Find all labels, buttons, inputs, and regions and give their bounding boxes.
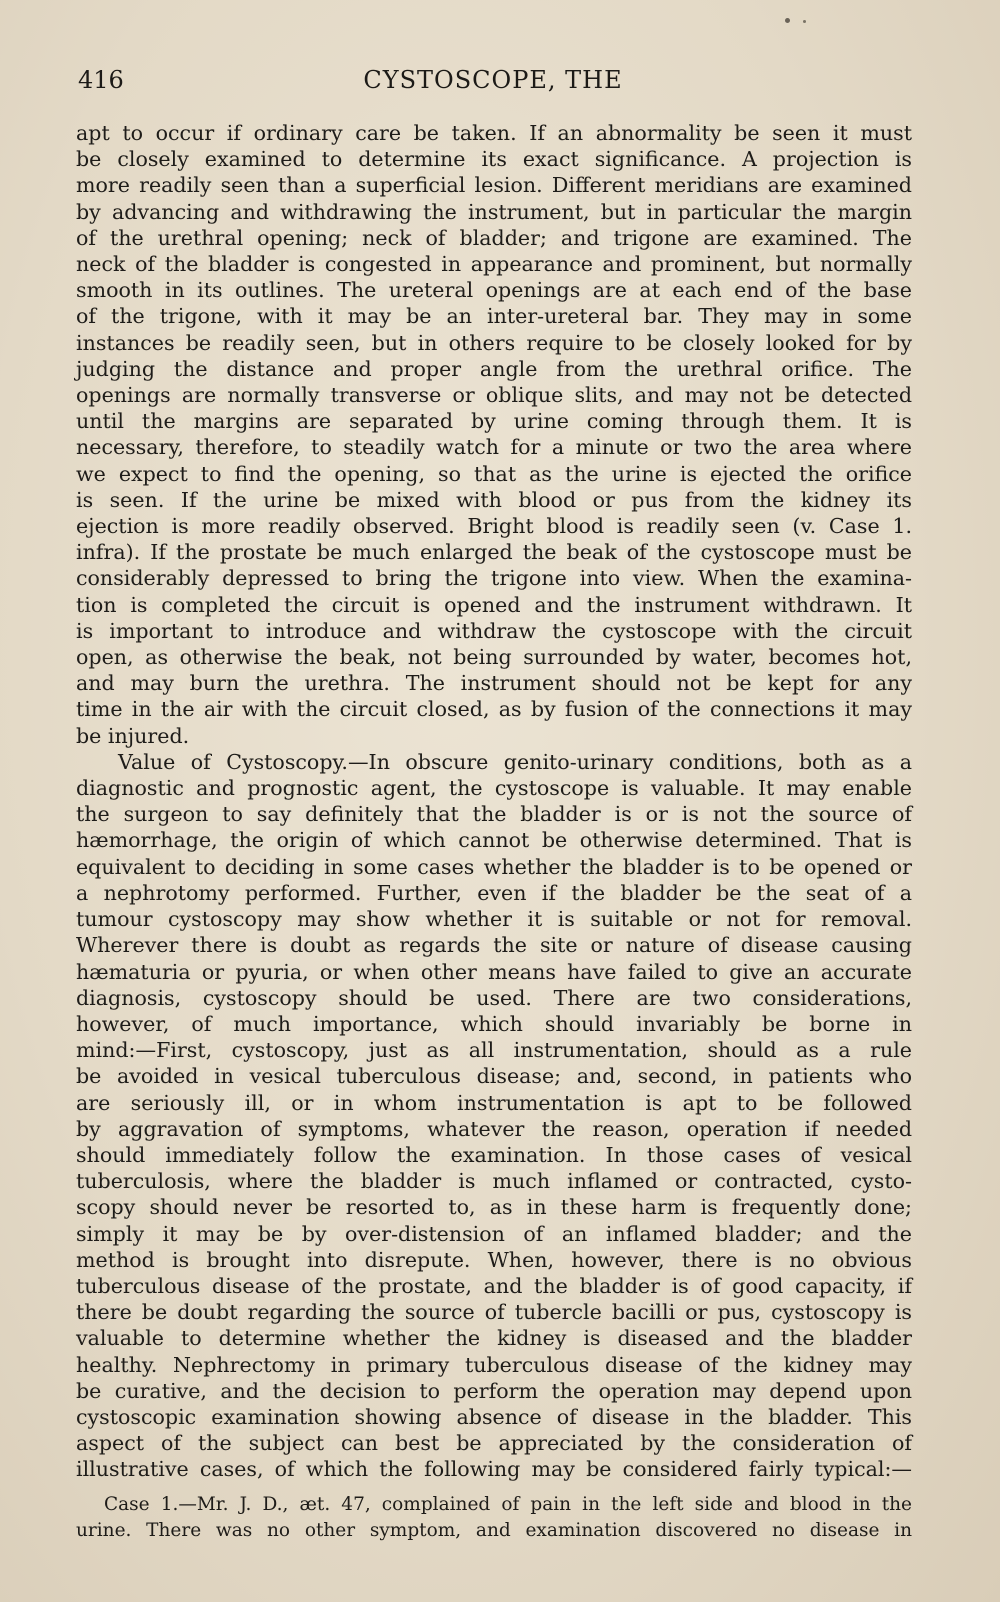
text-line: and may burn the urethra. The instrument should not be kept for any <box>76 671 912 696</box>
ink-speck <box>785 18 790 23</box>
text-line: until the margins are separated by urine coming through them. It is <box>76 409 912 434</box>
text-line: ejection is more readily observed. Bright blood is readily seen (v. Case 1. <box>76 514 912 539</box>
text-line: diagnostic and prognostic agent, the cystoscope is valuable. It may enable <box>76 776 912 801</box>
text-line: smooth in its outlines. The ureteral openings are at each end of the base <box>76 278 912 303</box>
text-line: there be doubt regarding the source of tubercle bacilli or pus, cystoscopy is <box>76 1300 912 1325</box>
text-line: is important to introduce and withdraw the cystoscope with the circuit <box>76 618 912 643</box>
text-line: of the trigone, with it may be an inter-ureteral bar. They may in some <box>76 304 912 329</box>
text-line: be avoided in vesical tuberculous disease; and, second, in patients who <box>76 1064 912 1089</box>
text-line: considerably depressed to bring the trigone into view. When the examina- <box>76 566 912 591</box>
ink-speck <box>803 20 806 23</box>
text-line: are seriously ill, or in whom instrumentation is apt to be followed <box>76 1090 912 1115</box>
text-line: open, as otherwise the beak, not being surrounded by water, becomes hot, <box>76 645 912 670</box>
text-line: mind:—First, cystoscopy, just as all instrumentation, should as a rule <box>76 1038 912 1063</box>
text-line: openings are normally transverse or oblique slits, and may not be detected <box>76 383 912 408</box>
text-line: hæmaturia or pyuria, or when other means have failed to give an accurate <box>76 959 912 984</box>
text-line: cystoscopic examination showing absence of disease in the bladder. This <box>76 1404 912 1429</box>
text-line: of the urethral opening; neck of bladder; and trigone are examined. The <box>76 225 912 250</box>
text-line: tuberculous disease of the prostate, and the bladder is of good capacity, if <box>76 1273 912 1298</box>
text-line: illustrative cases, of which the following may be considered fairly typical:— <box>76 1457 912 1482</box>
text-line: judging the distance and proper angle from the urethral orifice. The <box>76 356 912 381</box>
text-line: diagnosis, cystoscopy should be used. There are two considerations, <box>76 985 912 1010</box>
text-line: tion is completed the circuit is opened and the instrument withdrawn. It <box>76 592 912 617</box>
text-line: more readily seen than a superficial lesion. Different meridians are examined <box>76 173 912 198</box>
text-line: the surgeon to say definitely that the bladder is or is not the source of <box>76 802 912 827</box>
body-text <box>76 120 912 1483</box>
text-line: neck of the bladder is congested in appearance and prominent, but normally <box>76 252 912 277</box>
text-line: Wherever there is doubt as regards the site or nature of disease causing <box>76 933 912 958</box>
text-line: simply it may be by over-distension of an inflamed bladder; and the <box>76 1221 912 1246</box>
text-line: be closely examined to determine its exact significance. A projection is <box>76 147 912 172</box>
text-line: should immediately follow the examination. In those cases of vesical <box>76 1142 912 1167</box>
text-line: we expect to find the opening, so that as the urine is ejected the orifice <box>76 461 912 486</box>
text-line: equivalent to deciding in some cases whether the bladder is to be opened or <box>76 854 912 879</box>
running-head: CYSTOSCOPE, THE <box>363 66 623 94</box>
text-line: valuable to determine whether the kidney is diseased and the bladder <box>76 1326 912 1351</box>
text-line: aspect of the subject can best be appreciated by the consideration of <box>76 1431 912 1456</box>
text-line: is seen. If the urine be mixed with blood or pus from the kidney its <box>76 487 912 512</box>
text-line: be injured. <box>76 723 190 748</box>
text-line: instances be readily seen, but in others require to be closely looked for by <box>76 330 912 355</box>
text-line: a nephrotomy performed. Further, even if the bladder be the seat of a <box>76 880 912 905</box>
page-header <box>78 66 908 106</box>
text-line: however, of much importance, which should invariably be borne in <box>76 1011 912 1036</box>
text-line: Value of Cystoscopy.—In obscure genito-urinary conditions, both as a <box>118 749 912 774</box>
text-line: healthy. Nephrectomy in primary tuberculous disease of the kidney may <box>76 1352 912 1377</box>
text-line: by aggravation of symptoms, whatever the reason, operation if needed <box>76 1116 912 1141</box>
text-line: time in the air with the circuit closed, as by fusion of the connections it may <box>76 697 912 722</box>
text-line: necessary, therefore, to steadily watch for a minute or two the area where <box>76 435 912 460</box>
case-report <box>76 1492 912 1544</box>
text-line: method is brought into disrepute. When, however, there is no obvious <box>76 1247 912 1272</box>
text-line: infra). If the prostate be much enlarged the beak of the cystoscope must be <box>76 540 912 565</box>
case-line: urine. There was no other symptom, and examination discovered no disease in <box>76 1520 912 1541</box>
text-line: by advancing and withdrawing the instrument, but in particular the margin <box>76 199 912 224</box>
page-number: 416 <box>78 66 124 94</box>
case-line: Case 1.—Mr. J. D., æt. 47, complained of pain in the left side and blood in the <box>104 1494 912 1515</box>
text-line: tuberculosis, where the bladder is much inflamed or contracted, cysto- <box>76 1169 912 1194</box>
text-line: apt to occur if ordinary care be taken. If an abnormality be seen it must <box>76 121 912 145</box>
text-line: be curative, and the decision to perform the operation may depend upon <box>76 1378 912 1403</box>
text-line: scopy should never be resorted to, as in these harm is frequently done; <box>76 1195 912 1220</box>
text-line: hæmorrhage, the origin of which cannot be otherwise determined. That is <box>76 828 912 853</box>
text-line: tumour cystoscopy may show whether it is suitable or not for removal. <box>76 907 912 932</box>
